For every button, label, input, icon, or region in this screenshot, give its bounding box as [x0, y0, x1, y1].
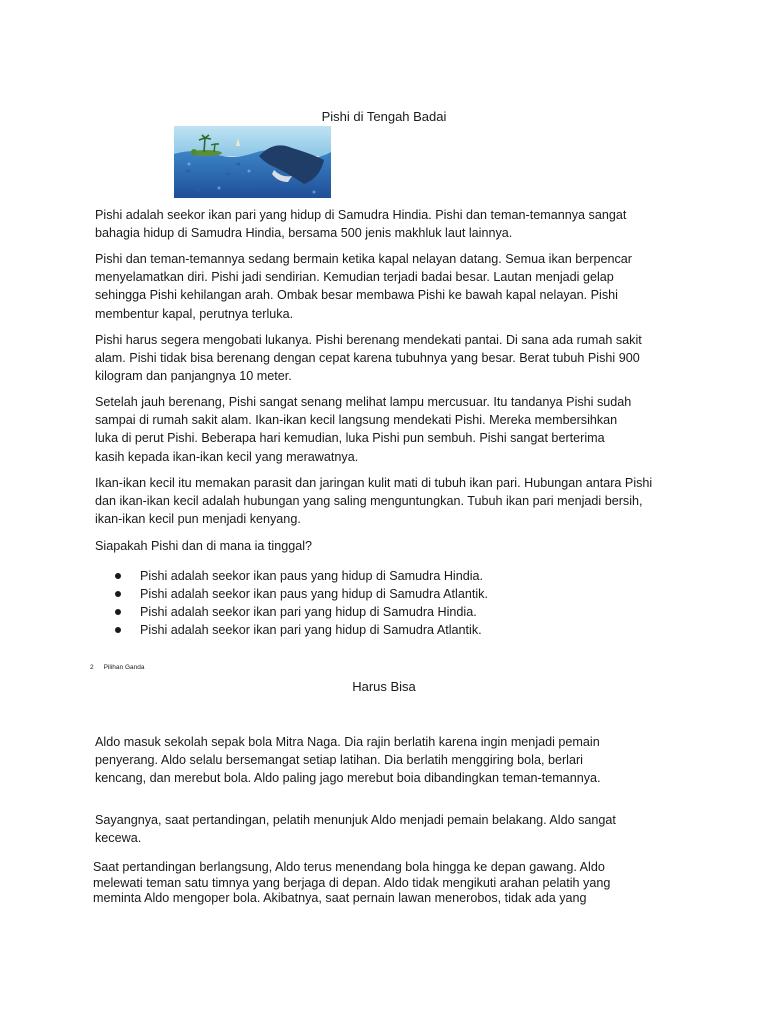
option-label: Pishi adalah seekor ikan pari yang hidup di Samudra Atlantik. [140, 623, 482, 637]
paragraph [95, 331, 680, 386]
bullet-icon [115, 627, 121, 633]
text-line: membentur kapal, perutnya terluka. [95, 306, 294, 321]
option-label: Pishi adalah seekor ikan paus yang hidup di Samudra Hindia. [140, 569, 484, 583]
bullet-icon [115, 591, 121, 597]
paragraph [93, 860, 678, 907]
text-line: alam. Pishi tidak bisa berenang dengan cepat karena tubuhnya yang besar. Berat tubuh Pishi 900 [95, 351, 640, 366]
answer-option[interactable] [95, 567, 488, 585]
text-line: Saat pertandingan berlangsung, Aldo terus menendang bola hingga ke depan gawang. Aldo [93, 860, 605, 874]
manta-ray-sea-image [174, 126, 331, 198]
answer-options [95, 567, 488, 639]
bullet-icon [115, 573, 121, 579]
story-title: Pishi di Tengah Badai [321, 109, 447, 124]
answer-option[interactable] [95, 621, 488, 639]
text-line: Aldo masuk sekolah sepak bola Mitra Naga. Dia rajin berlatih karena ingin menjadi pemain [95, 735, 600, 749]
text-line: menyelamatkan diri. Pishi jadi sendirian. Kemudian terjadi badai besar. Lautan menjadi gelap [95, 270, 614, 285]
text-line: ikan-ikan kecil pun menjadi kenyang. [95, 512, 301, 527]
answer-option[interactable] [95, 603, 488, 621]
text-line: Sayangnya, saat pertandingan, pelatih menunjuk Aldo menjadi pemain belakang. Aldo sangat [95, 813, 616, 827]
paragraph [95, 474, 680, 529]
text-line: meminta Aldo mengoper bola. Akibatnya, saat pernain lawan menerobos, tidak ada yang [93, 891, 587, 905]
paragraph [95, 250, 680, 323]
footnote [90, 664, 144, 671]
text-line: kilogram dan panjangnya 10 meter. [95, 369, 292, 384]
paragraph [95, 733, 680, 788]
footnote-number: 2 [90, 664, 94, 671]
footnote-label: Pilihan Ganda [103, 664, 145, 671]
text-line: dan ikan-ikan kecil adalah hubungan yang saling menguntungkan. Tubuh ikan pari menjadi bersih, [95, 494, 643, 509]
sea-illustration [174, 126, 331, 198]
text-line: penyerang. Aldo selalu bersemangat setiap latihan. Dia berlatih menggiring bola, berlari [95, 753, 583, 768]
paragraph [95, 206, 680, 242]
paragraph [95, 811, 680, 847]
text-line: sampai di rumah sakit alam. Ikan-ikan kecil langsung mendekati Pishi. Mereka membersihkan [95, 413, 618, 428]
text-line: kasih kepada ikan-ikan kecil yang merawatnya. [95, 449, 359, 464]
paragraph [95, 393, 680, 466]
answer-option[interactable] [95, 585, 488, 603]
text-line: Pishi adalah seekor ikan pari yang hidup di Samudra Hindia. Pishi dan teman-temannya sangat [95, 208, 627, 222]
story-title: Harus Bisa [352, 679, 416, 694]
text-line: Ikan-ikan kecil itu memakan parasit dan jaringan kulit mati di tubuh ikan pari. Hubungan antara Pishi [95, 476, 653, 490]
text-line: Pishi dan teman-temannya sedang bermain ketika kapal nelayan datang. Semua ikan berpencar [95, 252, 632, 266]
text-line: luka di perut Pishi. Beberapa hari kemudian, luka Pishi pun sembuh. Pishi sangat berterima [95, 431, 605, 446]
text-line: melewati teman satu timnya yang berjaga di depan. Aldo tidak mengikuti arahan pelatih yang [93, 875, 611, 890]
option-label: Pishi adalah seekor ikan paus yang hidup di Samudra Atlantik. [140, 587, 488, 601]
text-line: bahagia hidup di Samudra Hindia, bersama 500 jenis makhluk laut lainnya. [95, 226, 513, 241]
text-line: Pishi harus segera mengobati lukanya. Pishi berenang mendekati pantai. Di sana ada rumah sakit [95, 333, 642, 347]
text-line: Setelah jauh berenang, Pishi sangat senang melihat lampu mercusuar. Itu tandanya Pishi sudah [95, 395, 632, 409]
text-line: kencang, dan merebut bola. Aldo paling jago merebut boia dibandingkan teman-temannya. [95, 771, 601, 786]
text-line: kecewa. [95, 831, 142, 846]
bullet-icon [115, 609, 121, 615]
option-label: Pishi adalah seekor ikan pari yang hidup di Samudra Hindia. [140, 605, 477, 619]
question-text: Siapakah Pishi dan di mana ia tinggal? [95, 539, 313, 553]
text-line: sehingga Pishi kehilangan arah. Ombak besar membawa Pishi ke bawah kapal nelayan. Pishi [95, 288, 618, 303]
